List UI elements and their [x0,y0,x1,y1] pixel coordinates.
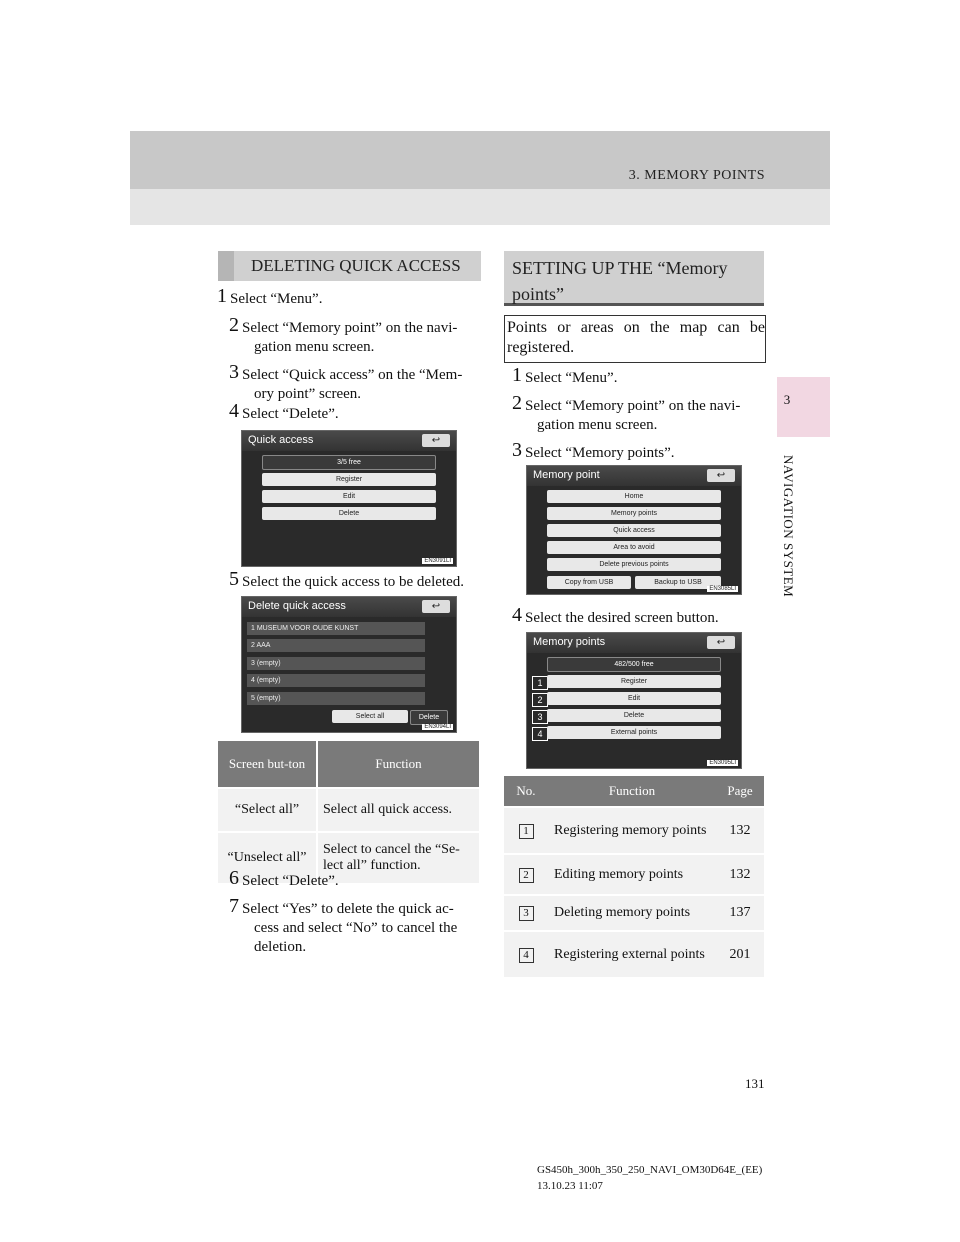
number-badge: 2 [532,693,548,707]
list-item: 2 AAA [247,639,425,652]
table-row [504,807,764,854]
heading-text: DELETING QUICK ACCESS [251,256,461,275]
step-text: Select “Menu”. [525,370,618,386]
step-text: Select the desired screen button. [525,610,719,626]
list-item: 5 (empty) [247,692,425,705]
edit-button: Edit [547,692,721,705]
step [512,364,765,388]
step-number: 3 [229,361,239,383]
list-item: 1 MUSEUM VOOR OUDE KUNST [247,622,425,635]
step-number: 2 [512,392,522,414]
screen-title: Memory point [533,469,600,481]
back-icon: ↩ [707,636,735,649]
step-text-cont: gation menu screen. [254,339,375,355]
table-row [218,788,480,832]
step-number: 7 [229,895,239,917]
table-header: No. [504,776,548,807]
number-badge: 3 [532,710,548,724]
delete-button: Delete [410,710,448,725]
step-text: Select “Memory point” on the navi- [525,398,741,414]
heading-setting-up-memory-points [504,251,764,306]
select-all-button: Select all [332,710,408,723]
screen-title: Delete quick access [248,600,346,612]
step [512,392,765,435]
table-cell: 201 [716,931,764,977]
table-cell: Registering memory points [548,807,716,854]
register-button: Register [262,473,436,486]
step [512,604,775,628]
table-cell [504,895,548,931]
back-icon: ↩ [707,469,735,482]
step-text: Select “Quick access” on the “Mem- [242,367,463,383]
number-badge: 1 [519,824,534,839]
number-badge: 3 [519,906,534,921]
delete-button: Delete [547,709,721,722]
step-text: Select “Delete”. [242,873,339,889]
table-cell: Registering external points [548,931,716,977]
table-header: Function [548,776,716,807]
step-number: 1 [512,364,522,386]
step [229,314,482,357]
number-badge: 4 [519,948,534,963]
back-icon: ↩ [422,434,450,447]
memory-point-screenshot [526,465,742,595]
table-cell: 132 [716,807,764,854]
page-number: 131 [745,1076,765,1091]
table-header: Function [317,741,480,788]
step-number: 1 [217,285,227,307]
footer-doc-id: GS450h_300h_350_250_NAVI_OM30D64E_(EE) [537,1164,763,1176]
table-header: Screen but-ton [218,741,317,788]
register-button: Register [547,675,721,688]
footer [537,1162,762,1194]
quick-access-button: Quick access [547,524,721,537]
step [229,867,482,891]
heading-text: SETTING UP THE “Memory points” [512,258,728,304]
quick-access-screenshot [241,430,457,567]
table-cell: “Select all” [218,788,317,832]
step-text-cont: ory point” screen. [254,386,362,402]
image-code: EN3095LI [709,760,736,766]
image-code: EN3091LI [424,558,451,564]
step-text: Select “Menu”. [230,291,323,307]
intro-text: Points or areas on the map can be registered. [504,315,766,363]
screen-title: Memory points [533,636,606,648]
table-cell: 132 [716,854,764,895]
table-row [504,931,764,977]
table-header: Page [716,776,764,807]
delete-button: Delete [262,507,436,520]
step-number: 4 [229,400,239,422]
copy-from-usb-button: Copy from USB [547,576,631,589]
step [229,568,492,592]
home-button: Home [547,490,721,503]
memory-points-button: Memory points [547,507,721,520]
step-text-cont: gation menu screen. [537,417,658,433]
delete-previous-points-button: Delete previous points [547,558,721,571]
step-text: Select “Delete”. [242,406,339,422]
table-row [504,895,764,931]
step-number: 5 [229,568,239,590]
step-text: Select the quick access to be deleted. [242,574,464,590]
screen-title: Quick access [248,434,314,446]
step [217,285,480,309]
table-cell: 137 [716,895,764,931]
image-code: EN3085LI [709,586,736,592]
number-badge: 4 [532,727,548,741]
table-cell: Deleting memory points [548,895,716,931]
number-badge: 1 [532,676,548,690]
chapter-number: 3 [783,392,791,407]
external-points-button: External points [547,726,721,739]
edit-button: Edit [262,490,436,503]
image-code: EN3094LI [424,724,451,730]
capacity-display: 3/5 free [262,455,436,470]
capacity-display: 482/500 free [547,657,721,672]
footer-timestamp: 13.10.23 11:07 [537,1180,603,1192]
number-badge: 2 [519,868,534,883]
step [229,400,482,424]
heading-deleting-quick-access [218,251,481,281]
header-subbar [130,189,830,225]
step-text: Select “Yes” to delete the quick ac- [242,901,454,917]
table-cell [504,807,548,854]
screen-button-table [218,741,481,883]
function-page-table [504,776,764,977]
list-item: 3 (empty) [247,657,425,670]
step-text: Select “Memory point” on the navi- [242,320,458,336]
memory-points-screenshot [526,632,742,769]
step [229,361,482,404]
step [229,895,482,957]
step-number: 2 [229,314,239,336]
list-item: 4 (empty) [247,674,425,687]
delete-quick-access-screenshot [241,596,457,733]
area-to-avoid-button: Area to avoid [547,541,721,554]
table-row [504,854,764,895]
back-icon: ↩ [422,600,450,613]
table-cell: Select to cancel the “Se-lect all” function. [317,832,480,883]
step-text: Select “Memory points”. [525,445,675,461]
step-number: 3 [512,439,522,461]
table-cell: Select all quick access. [317,788,480,832]
table-cell [504,854,548,895]
step [512,439,765,463]
step-number: 4 [512,604,522,626]
table-cell: “Unselect all” [218,832,317,883]
table-cell [504,931,548,977]
section-title: 3. MEMORY POINTS [628,168,765,183]
step-number: 6 [229,867,239,889]
chapter-title: NAVIGATION SYSTEM [781,455,796,598]
step-text-cont: cess and select “No” to cancel the deletion. [254,920,458,955]
backup-to-usb-button: Backup to USB [635,576,721,589]
table-cell: Editing memory points [548,854,716,895]
